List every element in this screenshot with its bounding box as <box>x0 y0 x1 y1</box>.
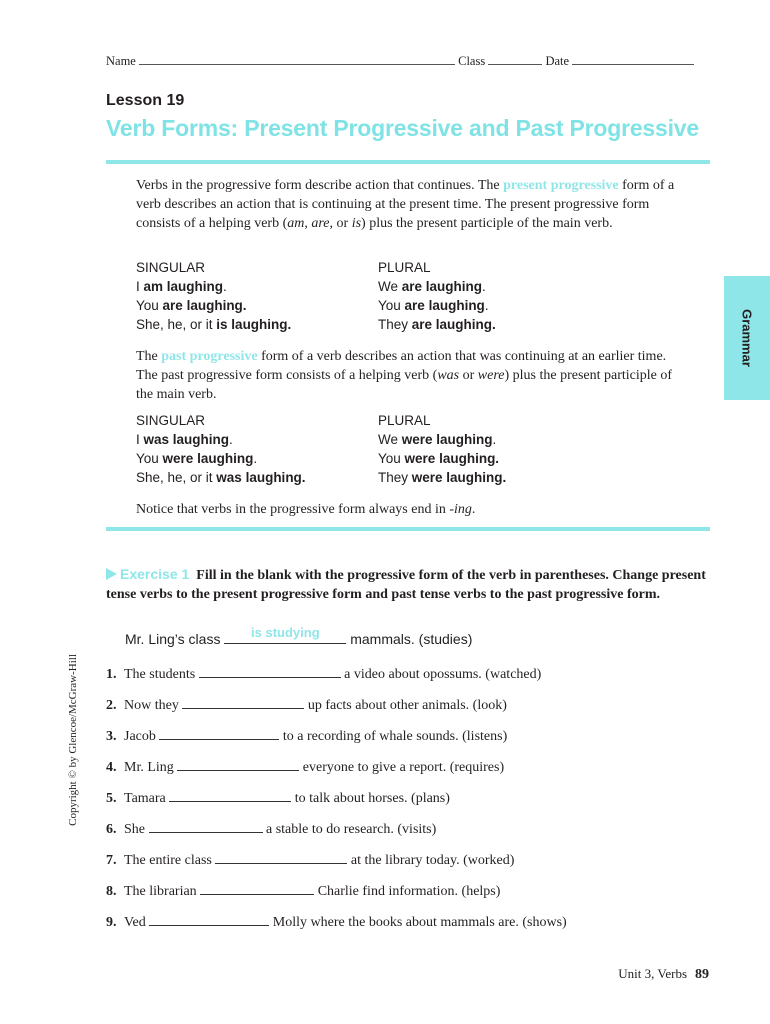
item-number: 8. <box>106 884 117 899</box>
triangle-bullet-icon <box>106 568 117 580</box>
exercise-item-6 <box>106 820 436 838</box>
text: ) plus the present participle of the main verb. <box>361 216 613 231</box>
column-header: PLURAL <box>378 413 431 428</box>
page-footer <box>618 966 709 983</box>
name-class-date-header <box>106 54 710 70</box>
answer-blank[interactable] <box>149 913 269 926</box>
answer-blank[interactable] <box>177 758 299 771</box>
text: at the library today. (worked) <box>347 853 515 868</box>
page-number: 89 <box>695 967 709 982</box>
ing-suffix: -ing <box>449 502 472 517</box>
answer-blank[interactable] <box>159 727 279 740</box>
list-item: You are laughing. <box>136 298 247 313</box>
lesson-number: Lesson 19 <box>106 92 185 109</box>
list-item: You were laughing. <box>136 451 258 466</box>
item-number: 4. <box>106 760 117 775</box>
copyright-text: Copyright © by Glencoe/McGraw-Hill <box>67 654 79 826</box>
list-item: We are laughing. <box>378 279 486 294</box>
class-label: Class <box>458 54 486 68</box>
text: Molly where the books about mammals are. (shows) <box>269 915 567 930</box>
text: Tamara <box>124 791 170 806</box>
item-number: 1. <box>106 667 117 682</box>
present-progressive-table <box>136 258 616 338</box>
text: The <box>136 349 162 364</box>
item-number: 3. <box>106 729 117 744</box>
answer-blank[interactable] <box>200 882 314 895</box>
instructions-text: Fill in the blank with the progressive form of the verb in parentheses. Change present tense verbs to the present progressive form and past tense verbs to the past progressive form. <box>106 568 706 602</box>
list-item: I was laughing. <box>136 432 233 447</box>
list-item: I am laughing. <box>136 279 227 294</box>
exercise-item-3 <box>106 727 507 745</box>
list-item: You were laughing. <box>378 451 500 466</box>
text: . <box>471 502 476 517</box>
singular-column <box>136 411 306 487</box>
helping-verb: are <box>311 216 330 231</box>
past-progressive-term: past progressive <box>161 349 258 364</box>
text: , <box>304 216 312 231</box>
list-item: She, he, or it was laughing. <box>136 470 306 485</box>
answer-blank[interactable] <box>169 789 291 802</box>
text: Jacob <box>124 729 160 744</box>
text: everyone to give a report. (requires) <box>299 760 505 775</box>
notice-text <box>136 500 686 519</box>
list-item: They were laughing. <box>378 470 507 485</box>
text: The students <box>124 667 199 682</box>
column-header: PLURAL <box>378 260 431 275</box>
text: a video about opossums. (watched) <box>340 667 542 682</box>
item-number: 7. <box>106 853 117 868</box>
text: Ved <box>124 915 150 930</box>
present-progressive-paragraph <box>136 176 686 233</box>
text: ) plus the present participle of the main verb. <box>136 368 673 402</box>
present-progressive-term: present progressive <box>503 178 619 193</box>
exercise-item-5 <box>106 789 450 807</box>
answer-blank[interactable] <box>182 696 304 709</box>
plural-column <box>378 411 506 487</box>
text: , or <box>329 216 352 231</box>
grammar-side-tab <box>724 276 770 400</box>
page-title: Verb Forms: Present Progressive and Past Progressive <box>106 115 699 141</box>
list-item: We were laughing. <box>378 432 497 447</box>
answer-blank[interactable] <box>215 851 347 864</box>
text: a stable to do research. (visits) <box>262 822 437 837</box>
list-item: They are laughing. <box>378 317 496 332</box>
exercise-item-1 <box>106 665 541 683</box>
item-number: 6. <box>106 822 117 837</box>
helping-verb: was <box>437 368 460 383</box>
item-number: 9. <box>106 915 117 930</box>
list-item: She, he, or it is laughing. <box>136 317 292 332</box>
section-divider <box>106 527 710 531</box>
helping-verb: am <box>287 216 305 231</box>
title-divider <box>106 160 710 164</box>
class-field[interactable] <box>488 54 542 65</box>
item-number: 5. <box>106 791 117 806</box>
column-header: SINGULAR <box>136 260 206 275</box>
text: to a recording of whale sounds. (listens) <box>279 729 508 744</box>
text: Notice that verbs in the progressive form always end in <box>136 502 450 517</box>
exercise-label: Exercise 1 <box>120 566 190 582</box>
exercise-item-9 <box>106 913 567 931</box>
unit-label: Unit 3, Verbs <box>618 966 687 981</box>
name-field[interactable] <box>139 54 455 65</box>
text: Now they <box>124 698 183 713</box>
text: She <box>124 822 149 837</box>
singular-column <box>136 258 291 334</box>
past-progressive-table <box>136 411 616 491</box>
name-label: Name <box>106 54 136 68</box>
text: form of a verb describes an action that is continuing at the present time. The present progressive form consists of a helping verb ( <box>136 178 675 231</box>
helping-verb: were <box>477 368 505 383</box>
text: Mr. Ling’s class <box>125 631 225 647</box>
exercise-instructions <box>106 565 706 604</box>
past-progressive-paragraph <box>136 347 686 404</box>
column-header: SINGULAR <box>136 413 206 428</box>
exercise-item-8 <box>106 882 500 900</box>
text: Mr. Ling <box>124 760 178 775</box>
text: The entire class <box>124 853 216 868</box>
text: The librarian <box>124 884 201 899</box>
answer-blank[interactable] <box>149 820 263 833</box>
text: to talk about horses. (plans) <box>291 791 450 806</box>
example-sentence <box>125 625 473 647</box>
date-field[interactable] <box>572 54 694 65</box>
exercise-item-2 <box>106 696 507 714</box>
exercise-item-7 <box>106 851 514 869</box>
example-blank <box>224 625 346 644</box>
text: Charlie find information. (helps) <box>314 884 501 899</box>
text: up facts about other animals. (look) <box>304 698 507 713</box>
text: Verbs in the progressive form describe action that continues. The <box>136 178 504 193</box>
helping-verb: is <box>351 216 362 231</box>
exercise-item-4 <box>106 758 504 776</box>
text: mammals. (studies) <box>346 631 473 647</box>
list-item: You are laughing. <box>378 298 489 313</box>
text: or <box>459 368 478 383</box>
side-tab-label: Grammar <box>739 309 755 367</box>
example-answer: is studying <box>251 625 320 640</box>
answer-blank[interactable] <box>199 665 341 678</box>
text: form of a verb describes an action that was continuing at an earlier time. The past progressive form consists of a helping verb ( <box>136 349 667 383</box>
plural-column <box>378 258 496 334</box>
date-label: Date <box>545 54 570 68</box>
item-number: 2. <box>106 698 117 713</box>
